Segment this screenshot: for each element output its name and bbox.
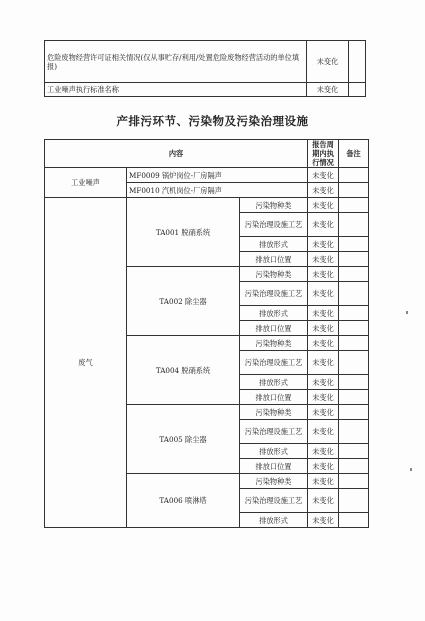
remark-cell — [339, 459, 369, 474]
scan-mark — [406, 311, 408, 314]
remark-cell — [339, 375, 369, 390]
remark-cell — [339, 198, 369, 213]
attribute-cell: 排放形式 — [240, 306, 308, 321]
status-cell: 未变化 — [308, 213, 339, 237]
attribute-cell: 污染治理设施工艺 — [240, 420, 308, 444]
remark-cell — [339, 282, 369, 306]
attribute-cell: 污染物种类 — [240, 336, 308, 351]
attribute-cell: 排放形式 — [240, 513, 308, 528]
status-cell: 未变化 — [308, 474, 339, 489]
pollution-facilities-table — [44, 139, 369, 528]
hazardous-waste-permit-label: 危险废物经营许可证相关情况(仅从事贮存/利用/处置危险废物经营活动的单位填报) — [45, 41, 307, 83]
facility-name: TA004 脱硝系统 — [127, 336, 240, 405]
attribute-cell: 排放口位置 — [240, 459, 308, 474]
attribute-cell: 排放口位置 — [240, 252, 308, 267]
remark-cell — [339, 237, 369, 252]
table-row — [45, 83, 366, 97]
status-cell: 未变化 — [308, 237, 339, 252]
table-header-row — [45, 140, 369, 168]
noise-item: MF0009 锅炉岗位-厂房隔声 — [127, 168, 308, 183]
status-cell: 未变化 — [308, 198, 339, 213]
status-cell: 未变化 — [308, 390, 339, 405]
remark-cell — [339, 513, 369, 528]
status-cell: 未变化 — [308, 267, 339, 282]
status-cell: 未变化 — [308, 252, 339, 267]
attribute-cell: 污染物种类 — [240, 405, 308, 420]
remark-cell — [339, 489, 369, 513]
attribute-cell: 污染治理设施工艺 — [240, 282, 308, 306]
status-cell: 未变化 — [308, 459, 339, 474]
header-status: 报告周期内执行情况 — [308, 140, 339, 168]
header-remark: 备注 — [339, 140, 369, 168]
attribute-cell: 排放形式 — [240, 237, 308, 252]
attribute-cell: 污染物种类 — [240, 198, 308, 213]
status-cell: 未变化 — [308, 336, 339, 351]
remark-cell — [339, 252, 369, 267]
attribute-cell: 排放口位置 — [240, 321, 308, 336]
status-cell: 未变化 — [307, 41, 349, 83]
noise-standard-label: 工业噪声执行标准名称 — [45, 83, 307, 97]
header-content: 内容 — [45, 140, 308, 168]
remark-cell — [339, 168, 369, 183]
status-cell: 未变化 — [308, 306, 339, 321]
table-row — [45, 41, 366, 83]
status-cell: 未变化 — [308, 183, 339, 198]
remark-cell — [349, 83, 366, 97]
remark-cell — [339, 321, 369, 336]
status-cell: 未变化 — [308, 420, 339, 444]
category-noise: 工业噪声 — [45, 168, 127, 198]
status-cell: 未变化 — [308, 282, 339, 306]
section-title: 产排污环节、污染物及污染治理设施 — [116, 114, 309, 128]
attribute-cell: 污染物种类 — [240, 474, 308, 489]
remark-cell — [339, 444, 369, 459]
remark-cell — [339, 213, 369, 237]
remark-cell — [339, 390, 369, 405]
facility-name: TA006 喷淋塔 — [127, 474, 240, 528]
remark-cell — [339, 183, 369, 198]
attribute-cell: 排放形式 — [240, 444, 308, 459]
status-cell: 未变化 — [308, 513, 339, 528]
status-cell: 未变化 — [308, 444, 339, 459]
remark-cell — [339, 474, 369, 489]
facility-name: TA002 除尘器 — [127, 267, 240, 336]
remark-cell — [339, 336, 369, 351]
remark-cell — [339, 351, 369, 375]
status-cell: 未变化 — [308, 489, 339, 513]
attribute-cell: 污染治理设施工艺 — [240, 213, 308, 237]
facility-name: TA001 脱硝系统 — [127, 198, 240, 267]
status-cell: 未变化 — [308, 405, 339, 420]
remark-cell — [349, 41, 366, 83]
attribute-cell: 污染物种类 — [240, 267, 308, 282]
attribute-cell: 污染治理设施工艺 — [240, 351, 308, 375]
table-row — [45, 168, 369, 183]
remark-cell — [339, 405, 369, 420]
attribute-cell: 污染治理设施工艺 — [240, 489, 308, 513]
facility-name: TA005 除尘器 — [127, 405, 240, 474]
status-cell: 未变化 — [308, 321, 339, 336]
status-cell: 未变化 — [308, 375, 339, 390]
noise-item: MF0010 汽机岗位-厂房隔声 — [127, 183, 308, 198]
status-cell: 未变化 — [308, 351, 339, 375]
attribute-cell: 排放形式 — [240, 375, 308, 390]
table-row — [45, 198, 369, 213]
top-info-table — [44, 40, 366, 97]
category-gas: 废气 — [45, 198, 127, 528]
attribute-cell: 排放口位置 — [240, 390, 308, 405]
status-cell: 未变化 — [308, 168, 339, 183]
remark-cell — [339, 306, 369, 321]
remark-cell — [339, 420, 369, 444]
scan-mark — [410, 468, 412, 471]
remark-cell — [339, 267, 369, 282]
status-cell: 未变化 — [307, 83, 349, 97]
